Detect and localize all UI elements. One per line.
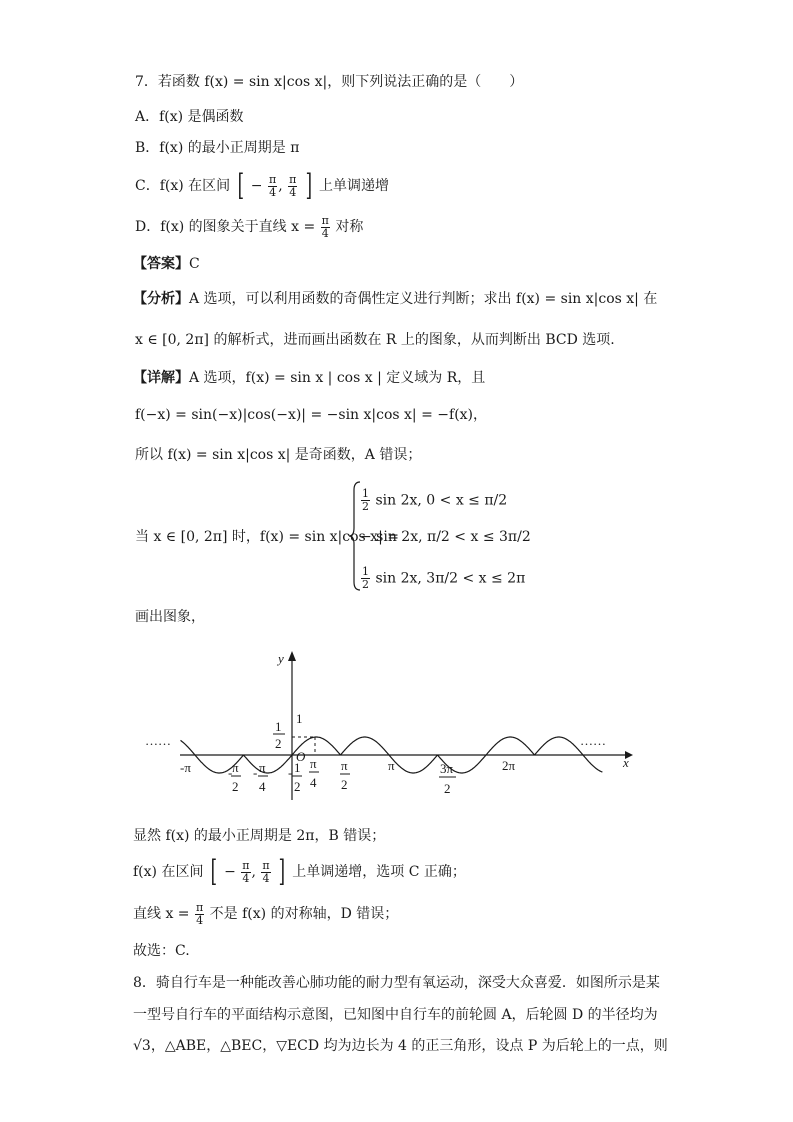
tick-pi: π [388, 758, 395, 773]
svg-text:2: 2 [444, 781, 451, 796]
fraction: $\frac{\pi}{4}$ [321, 213, 329, 240]
option-d [135, 212, 363, 242]
fraction: $\frac{\pi}{4}$ [289, 172, 297, 199]
tick-neg-half-pi-num: π [232, 760, 239, 775]
question-7-stem: 7．若函数 f(x) = sin x|cos x|，则下列说法正确的是（ ） [135, 74, 524, 90]
svg-text:-: - [288, 765, 293, 780]
tick-neg-quarter-pi-num: π [259, 760, 266, 775]
tick-half-num: 1 [275, 719, 282, 734]
svg-text:2: 2 [232, 779, 239, 794]
option-a: A．f(x) 是偶函数 [135, 109, 244, 125]
tick-neg-pi: -π [180, 760, 191, 775]
detail-line-1: 【详解】A 选项，f(x) = sin x | cos x | 定义域为 R，且 [133, 370, 486, 386]
piece-1: $\frac{1}{2}$ sin 2x, 0 < x ≤ π/2 [362, 487, 508, 513]
x-axis-label: x [623, 755, 629, 770]
dots-left: …… [145, 733, 171, 748]
detail-line-2: f(−x) = sin(−x)|cos(−x)| = −sin x|cos x| = −f(x)， [135, 407, 488, 423]
question-8-line-2: 一型号自行车的平面结构示意图，已知图中自行车的前轮圆 A，后轮圆 D 的半径均为 [133, 1007, 658, 1023]
answer-value: C [189, 256, 200, 272]
svg-text:2: 2 [294, 779, 301, 794]
conclusion-3: 直线 x = $\frac{\pi}{4}$ 不是 f(x) 的对称轴，D 错误； [133, 900, 399, 927]
y-axis-label: y [278, 651, 284, 666]
option-d-pre: D．f(x) 的图象关于直线 x = [135, 219, 316, 235]
tick-three-half-pi-num: 3π [440, 761, 454, 776]
tick-neg-half-num: 1 [294, 760, 301, 775]
question-8-line-3: √3，△ABE，△BEC，▽ECD 均为边长为 4 的正三角形，设点 P 为后轮上的一点，则 [133, 1038, 668, 1054]
tick-two-pi: 2π [502, 758, 516, 773]
option-c: C．f(x) 在区间 [ − $\frac{\pi}{4}$ , $\frac{\pi}{4}$ ] 上单调递增 [135, 168, 389, 203]
detail-line-3: 所以 f(x) = sin x|cos x| 是奇函数，A 错误； [135, 447, 422, 463]
answer-line [133, 254, 200, 274]
svg-text:2: 2 [341, 777, 348, 792]
tick-minus: - [228, 765, 233, 780]
answer-tag: 【答案】 [133, 256, 189, 272]
origin-label: O [296, 749, 306, 764]
piece-2: − sin 2x, π/2 < x ≤ 3π/2 [360, 529, 531, 545]
option-c-post: 上单调递增 [318, 178, 389, 194]
option-d-post: 对称 [335, 219, 364, 235]
option-c-pre: C．f(x) 在区间 [135, 178, 231, 194]
svg-text:4: 4 [310, 775, 317, 790]
tick-half-pi-num: π [341, 758, 348, 773]
fraction: $\frac{\pi}{4}$ [268, 172, 277, 199]
tick-one: 1 [296, 711, 303, 726]
svg-text:4: 4 [259, 779, 266, 794]
conclusion-2: f(x) 在区间 [ − $\frac{\pi}{4}$ , $\frac{\pi}{4}$ ] 上单调递增，选项 C 正确； [133, 854, 466, 889]
option-b: B．f(x) 的最小正周期是 π [135, 140, 300, 156]
dots-right: …… [580, 733, 606, 748]
analysis-line-2: x ∈ [0, 2π] 的解析式，进而画出函数在 R 上的图象，从而判断出 BCD 选项. [135, 332, 615, 348]
tick-half-den: 2 [275, 736, 282, 751]
choose-line: 故选：C. [133, 943, 190, 959]
svg-text:-: - [253, 765, 258, 780]
function-graph [140, 645, 670, 805]
y-axis-arrow [288, 651, 296, 661]
draw-graph-text: 画出图象， [135, 609, 205, 625]
tick-quarter-pi-num: π [310, 756, 317, 771]
analysis-line-1: 【分析】A 选项，可以利用函数的奇偶性定义进行判断；求出 f(x) = sin x|cos x| 在 [133, 291, 658, 307]
question-8-line-1: 8．骑自行车是一种能改善心肺功能的耐力型有氧运动，深受大众喜爱．如图所示是某 [133, 975, 660, 991]
conclusion-1: 显然 f(x) 的最小正周期是 2π，B 错误； [133, 828, 386, 844]
detail-tag: 【详解】 [133, 370, 189, 386]
analysis-tag: 【分析】 [133, 291, 189, 307]
piecewise-lead: 当 x ∈ [0, 2π] 时，f(x) = sin x|cos x| = [135, 529, 399, 545]
piece-3: $\frac{1}{2}$ sin 2x, 3π/2 < x ≤ 2π [362, 565, 526, 591]
